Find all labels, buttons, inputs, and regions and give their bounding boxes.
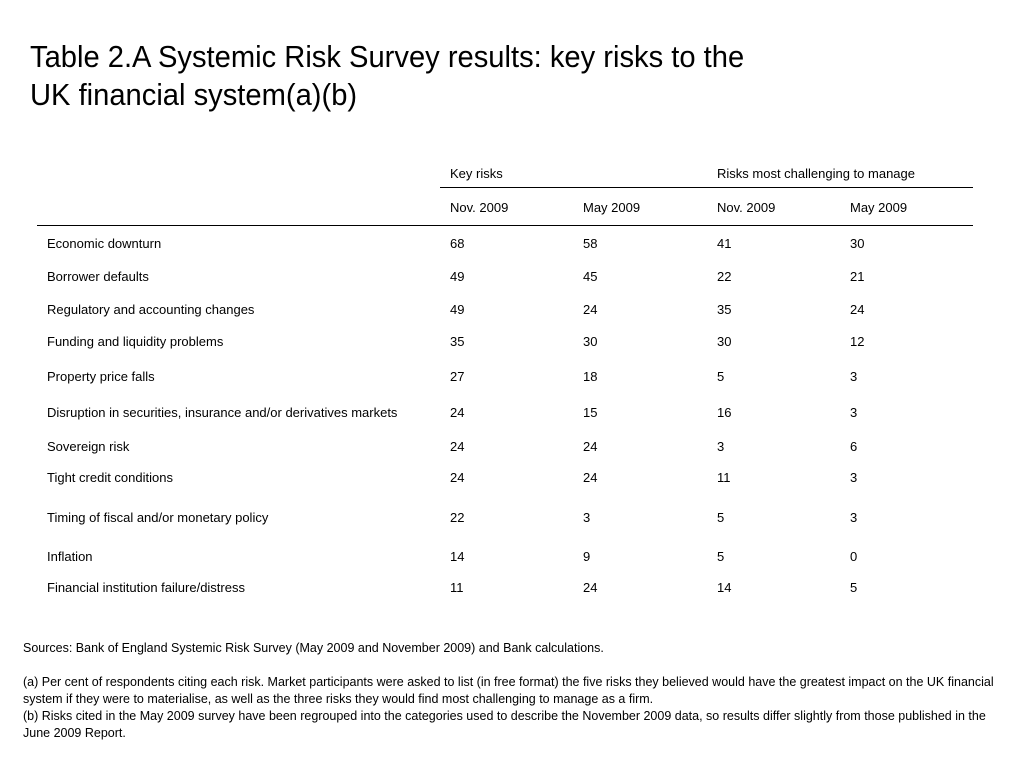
- group-header-key-risks: Key risks: [450, 166, 503, 181]
- cell-key-nov: 24: [450, 470, 465, 485]
- cell-challenging-nov: 11: [717, 470, 731, 485]
- row-label: Inflation: [47, 549, 93, 564]
- cell-challenging-nov: 3: [717, 439, 725, 454]
- cell-challenging-may: 3: [850, 369, 858, 384]
- row-label: Funding and liquidity problems: [47, 334, 224, 349]
- col-header-key-nov: Nov. 2009: [450, 200, 509, 215]
- header-bottom-rule: [37, 225, 973, 226]
- row-label: Regulatory and accounting changes: [47, 302, 255, 317]
- cell-challenging-nov: 5: [717, 549, 725, 564]
- cell-key-nov: 35: [450, 334, 465, 349]
- row-label: Borrower defaults: [47, 269, 149, 284]
- row-label: Timing of fiscal and/or monetary policy: [47, 510, 269, 525]
- cell-challenging-may: 3: [850, 470, 858, 485]
- group-header-challenging: Risks most challenging to manage: [717, 166, 915, 181]
- cell-key-nov: 68: [450, 236, 465, 251]
- cell-key-may: 18: [583, 369, 598, 384]
- cell-key-may: 24: [583, 302, 598, 317]
- row-label: Economic downturn: [47, 236, 162, 251]
- cell-challenging-may: 30: [850, 236, 865, 251]
- footnote-a: (a) Per cent of respondents citing each risk. Market participants were asked to list (in free format) the five risks they believed would have the greatest impact on the UK financial system if they were to materialise, as well as the three risks they would find most challenging to manage as a firm.: [23, 675, 994, 706]
- cell-challenging-nov: 30: [717, 334, 732, 349]
- row-label: Sovereign risk: [47, 439, 130, 454]
- cell-challenging-nov: 5: [717, 369, 725, 384]
- row-label: Tight credit conditions: [47, 470, 173, 485]
- cell-challenging-nov: 22: [717, 269, 732, 284]
- cell-challenging-nov: 14: [717, 580, 732, 595]
- cell-challenging-may: 6: [850, 439, 858, 454]
- cell-key-may: 9: [583, 549, 591, 564]
- cell-challenging-may: 21: [850, 269, 865, 284]
- sources-note: Sources: Bank of England Systemic Risk Survey (May 2009 and November 2009) and Bank calculations.: [23, 641, 604, 655]
- cell-key-may: 15: [583, 405, 598, 420]
- cell-key-nov: 49: [450, 269, 465, 284]
- cell-key-may: 24: [583, 439, 598, 454]
- page-title: Table 2.A Systemic Risk Survey results: key risks to the UK financial system(a)(b): [30, 39, 745, 112]
- group-header-underline: [440, 187, 973, 188]
- row-label: Property price falls: [47, 369, 155, 384]
- cell-key-may: 3: [583, 510, 591, 525]
- cell-challenging-nov: 35: [717, 302, 732, 317]
- cell-key-nov: 14: [450, 549, 465, 564]
- col-header-challenging-may: May 2009: [850, 200, 908, 215]
- cell-challenging-may: 3: [850, 405, 858, 420]
- cell-key-may: 58: [583, 236, 598, 251]
- row-label: Disruption in securities, insurance and/or derivatives markets: [47, 405, 398, 420]
- cell-key-nov: 49: [450, 302, 465, 317]
- cell-key-nov: 22: [450, 510, 465, 525]
- col-header-key-may: May 2009: [583, 200, 641, 215]
- cell-challenging-may: 5: [850, 580, 858, 595]
- row-label: Financial institution failure/distress: [47, 580, 245, 595]
- cell-key-may: 24: [583, 580, 598, 595]
- cell-key-nov: 24: [450, 439, 465, 454]
- cell-challenging-may: 3: [850, 510, 858, 525]
- cell-key-nov: 11: [450, 580, 464, 595]
- footnote-b: (b) Risks cited in the May 2009 survey have been regrouped into the categories used to describe the November 2009 data, so results differ slightly from those published in the June 2009 Report.: [23, 709, 986, 740]
- cell-challenging-may: 24: [850, 302, 865, 317]
- cell-key-nov: 27: [450, 369, 465, 384]
- cell-key-nov: 24: [450, 405, 465, 420]
- cell-key-may: 45: [583, 269, 598, 284]
- col-header-challenging-nov: Nov. 2009: [717, 200, 776, 215]
- cell-key-may: 30: [583, 334, 598, 349]
- cell-challenging-nov: 5: [717, 510, 725, 525]
- cell-key-may: 24: [583, 470, 598, 485]
- cell-challenging-nov: 16: [717, 405, 732, 420]
- cell-challenging-may: 12: [850, 334, 865, 349]
- cell-challenging-nov: 41: [717, 236, 732, 251]
- cell-challenging-may: 0: [850, 549, 858, 564]
